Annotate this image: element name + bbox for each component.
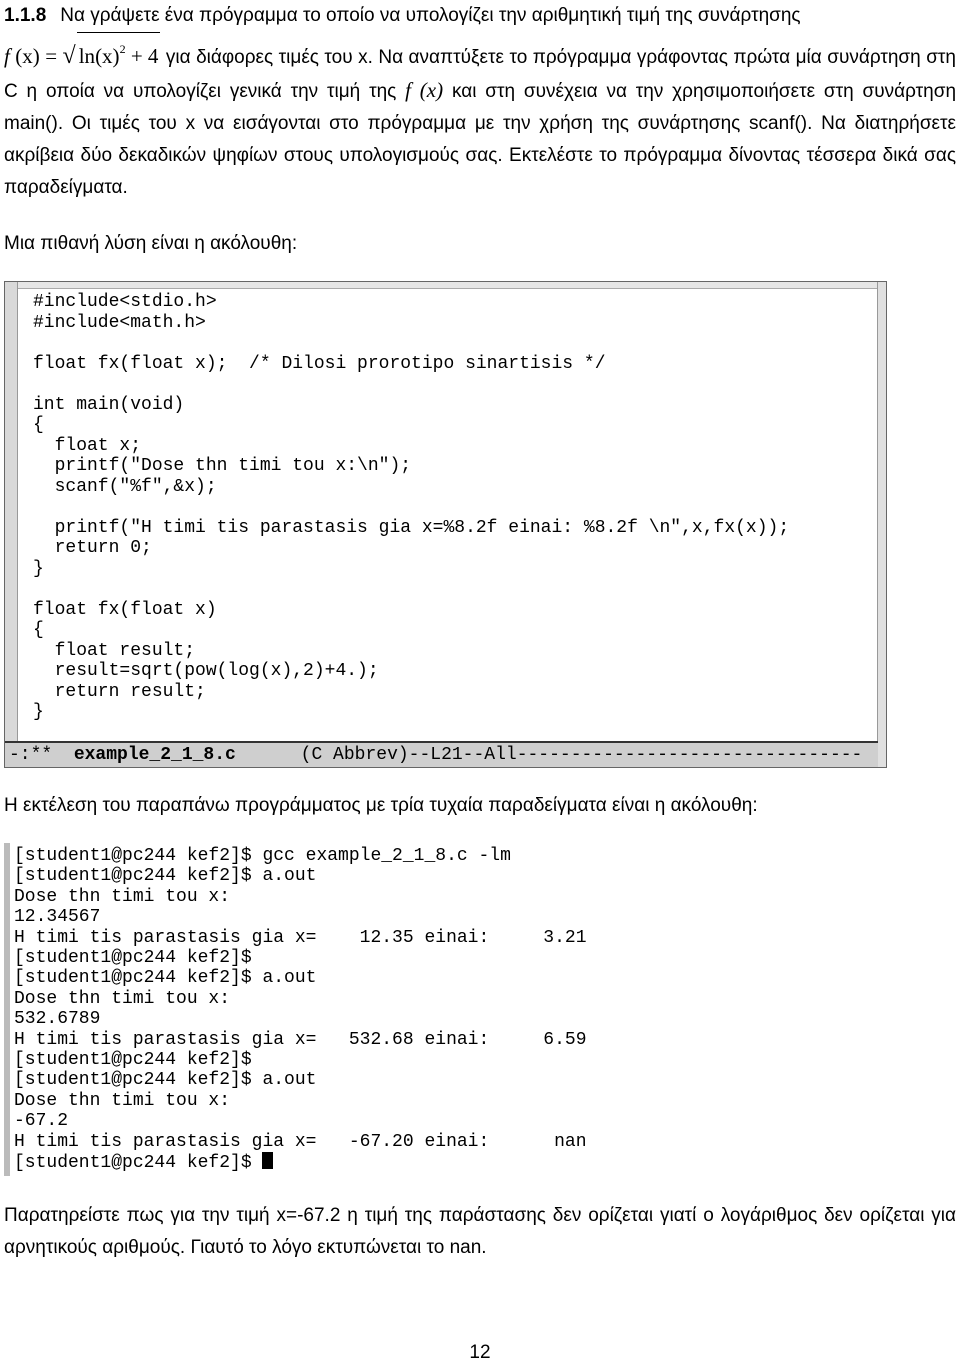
terminal-line: H timi tis parastasis gia x= 532.68 einai: 6.59 (14, 1029, 587, 1050)
code-line: #include<math.h> (33, 312, 206, 333)
code-line: } (33, 702, 44, 722)
editor-scrollbar[interactable] (877, 282, 886, 767)
terminal-line: H timi tis parastasis gia x= 12.35 einai: 3.21 (14, 927, 587, 948)
code-line: int main(void) (33, 394, 185, 415)
cursor-icon (262, 1152, 273, 1169)
formula-eq: = (45, 44, 58, 68)
sqrt-icon: √ (62, 43, 76, 69)
modeline-filename: example_2_1_8.c (73, 745, 236, 765)
editor-modeline (5, 741, 878, 767)
formula-arg: (x) (15, 44, 40, 68)
modeline-mode: (C Abbrev)--L21--All-------------------------------- (235, 745, 863, 765)
solution-intro: Μια πιθανή λύση είναι η ακόλουθη: (4, 233, 298, 254)
terminal-line: H timi tis parastasis gia x= -67.20 einai: nan (14, 1131, 587, 1152)
code-line: float fx(float x) (33, 599, 217, 620)
exercise-line3: και στη συνέχεια να την χρησιμοποιήσετε στη συνάρτηση main(). Οι τιμές του x να εισάγονται στο πρόγραμμα με την χρήση της συνάρτησης scanf(). Να διατηρήσετε ακρίβεια δύο δεκαδικών ψηφίων στους υπολογισμούς σας. Εκτελέστε το πρόγραμμα δίνοντας τέσσερα δικά σας παραδείγματα. (4, 81, 957, 198)
terminal-line: Dose thn timi tou x: (14, 886, 231, 907)
code-line: result=sqrt(pow(log(x),2)+4.); (33, 661, 379, 681)
formula (4, 44, 160, 68)
terminal-line: [student1@pc244 kef2]$ gcc example_2_1_8.c -lm (14, 846, 511, 866)
terminal-line: [student1@pc244 kef2]$ (14, 948, 252, 969)
terminal-line: [student1@pc244 kef2]$ a.out (14, 866, 317, 887)
code-line: { (33, 415, 44, 435)
code-line: float fx(float x); /* Dilosi prorotipo sinartisis */ (33, 353, 606, 374)
terminal-line: [student1@pc244 kef2]$ a.out (14, 968, 317, 989)
code-editor-window (4, 281, 887, 768)
terminal-line: Dose thn timi tou x: (14, 988, 231, 1009)
exercise-line1: Να γράψετε ένα πρόγραμμα το οποίο να υπολογίζει την αριθμητική τιμή της συνάρτησης (60, 5, 801, 26)
editor-top-bar (5, 282, 886, 289)
editor-fringe (5, 282, 18, 767)
terminal-line: 532.6789 (14, 1009, 101, 1030)
formula-lhs: f (4, 44, 10, 68)
fx-inline: f (x) (405, 78, 444, 102)
code-line: printf("H timi tis parastasis gia x=%8.2f einai: %8.2f \n",x,fx(x)); (33, 517, 790, 538)
formula-plus: + 4 (130, 44, 159, 68)
exercise-line2: για διάφορες τιμές του x. Να αναπτύξετε το πρόγραμμα γράφοντας πρώτα μία συνάρτηση στη C η οποία να υπολογίζει γενικά την τιμή της (4, 47, 957, 102)
code-line: #include<stdio.h> (33, 292, 217, 312)
page-number: 12 (469, 1342, 491, 1363)
terminal-line: Dose thn timi tou x: (14, 1090, 231, 1111)
code-line: return 0; (33, 538, 152, 558)
formula-ln: ln (78, 44, 96, 68)
terminal-line: [student1@pc244 kef2]$ (14, 1050, 252, 1071)
modeline-status: -:** (9, 745, 74, 765)
terminal-line: [student1@pc244 kef2]$ a.out (14, 1070, 317, 1091)
exercise-number: 1.1.8 (4, 5, 47, 26)
formula-radicand (77, 32, 161, 72)
run-intro: Η εκτέλεση του παραπάνω προγράμματος με τρία τυχαία παραδείγματα είναι η ακόλουθη: (4, 795, 758, 816)
terminal-line: [student1@pc244 kef2]$ (14, 1153, 263, 1174)
exercise-statement (4, 0, 956, 204)
terminal-line: -67.2 (14, 1111, 69, 1132)
terminal-output (14, 846, 587, 1174)
terminal-line: 12.34567 (14, 907, 101, 928)
code-line: float x; (33, 435, 142, 456)
formula-power: 2 (119, 42, 126, 56)
conclusion: Παρατηρείστε πως για την τιμή x=-67.2 η τιμή της παράστασης δεν ορίζεται γιατί ο λογάριθμος δεν ορίζεται για αρνητικούς αριθμούς. Γιαυτό το λόγο εκτυπώνεται το nan. (4, 1205, 956, 1258)
code-line: return result; (33, 681, 206, 702)
code-line: } (33, 558, 44, 579)
terminal-border (4, 843, 10, 1176)
terminal-window (4, 843, 608, 1176)
code-line: { (33, 620, 44, 640)
formula-ln-arg: (x) (95, 44, 120, 68)
code-line: printf("Dose thn timi tou x:\n"); (33, 456, 412, 476)
code-line: float result; (33, 640, 196, 661)
code-line: scanf("%f",&x); (33, 476, 217, 497)
source-code (33, 292, 789, 723)
